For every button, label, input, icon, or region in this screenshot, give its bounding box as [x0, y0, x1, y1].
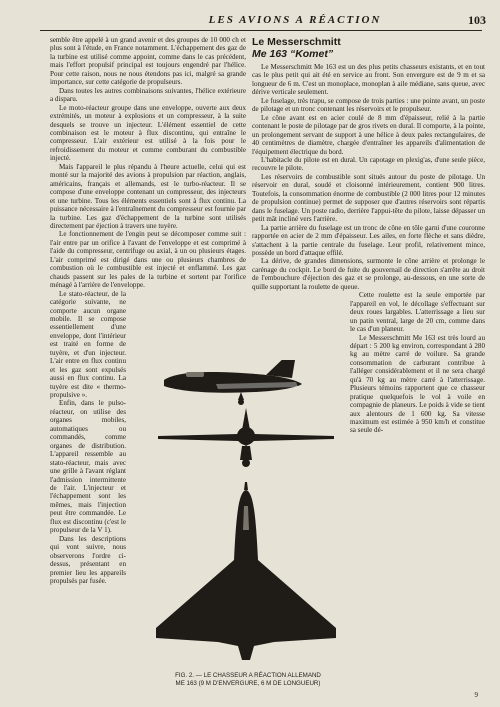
- side-view-drawing: [164, 360, 302, 405]
- paragraph: Le moto-réacteur groupe dans une enveloppe, ouverte aux deux extrémités, un moteur à explosions et un compresseur, à la suite desquels se trouve un injecteur. L'élément essentiel de cette combinaison est le moteur à flux discontinu, qui entraîne le compresseur. L'air extérieur est utilisé à la fois pour le refroidissement du moteur et comme comburant du combustible injecté.: [50, 103, 246, 163]
- narrow-text-block: [350, 291, 485, 435]
- paragraph: Le stato-réacteur, de la catégorie suivante, ne comporte aucun organe mobile. Il se compose essentiellement d'une enveloppe, dont l'intérieur est traité en forme de tuyère, et d'un injecteur. L'air entre en flux continu et les gaz sont expulsés aussi en flux continu. La tuyère est dite « thermo-propulsive ».: [50, 289, 126, 400]
- paragraph: La partie arrière du fuselage est un tronc de cône en tôle garni d'une couronne rapportée en acier de 2 mm d'épaisseur. Les ailes, en forte flèche et sans dièdre, s'attachent à la partie centrale du fuselage. Leur profil, relativement mince, possède un bord d'attaque effilé.: [252, 223, 485, 257]
- paragraph: L'habitacle du pilote est en dural. Un capotage en plexig'as, d'une seule pièce, recouvre le pilote.: [252, 155, 485, 173]
- header-rule: [40, 30, 482, 31]
- aircraft-figure: [146, 360, 346, 665]
- figure-caption: [148, 672, 348, 687]
- heading-line-2: Me 163 “Komet”: [252, 48, 334, 60]
- front-view-drawing: [158, 408, 334, 467]
- paragraph: semble être appelé à un grand avenir et des groupes de 10 000 ch et plus sont à l'étude, en France notamment. L'échappement des gaz de la turbine est utilisé comme appoint, comme dans le cas précédent, mais l'effort propulsif principal est toujours engendré par l'hélice. Pour cette raison, nous ne nous étendons pas ici, malgré sa grande importance, sur cette catégorie de propulseurs.: [50, 36, 246, 87]
- paragraph: Cette roulette est la seule emportée par l'appareil en vol, le décollage s'effectuant sur deux roues largables. L'atterrissage a lieu sur un patin ventral, large de 20 cm, comme dans le cas d'un planeur.: [350, 291, 485, 334]
- paragraph: Enfin, dans le pulso-réacteur, on utilise des organes mobiles, automatiques ou commandés, comme organes de distribution. L'appareil ressemble au stato-réacteur, mais avec une grille à l'avant réglant l'admission intermittente de l'air. L'injecteur et l'échappement sont les mêmes, mais l'injection peut être commandée. Le flux est discontinu (c'est le propulseur de la V 1).: [50, 399, 126, 535]
- paragraph: Le Messerschmitt Me 163 est très lourd au départ : 5 200 kg environ, correspondant à 280 kg au mètre carré de voilure. Sa grande consommation de carburant contribue à l'alléger considérablement et il ne sera chargé qu'à 70 kg au mètre carré à l'atterrissage. Plusieurs témoins rapportent que ce chasseur pratique quelquefois le vol à voile en compagnie de planeurs. Le poids à vide se tient aux alentours de 1 600 kg. Sa vitesse maximum est estimée à 950 km/h et constitue sa seule dé-: [350, 333, 485, 435]
- article-heading: [252, 36, 485, 60]
- paragraph: La dérive, de grandes dimensions, surmonte le cône arrière et prolonge le carénage du cockpit. Le bord de fuite du gouvernail de direction s'arrête au droit de l'embouchure d'éjection des gaz et se prolonge, au-dessous, en une sorte de quille supportant la roulette de queue.: [252, 257, 485, 291]
- paragraph: Le Messerschmitt Me 163 est un des plus petits chasseurs existants, et en tout cas le plus petit qui ait été en service au front. Son envergure est de 9 m et sa longueur de 6 m. C'est un monoplace, monoplan à aile médiane, sans queue, avec dérive verticale seulement.: [252, 63, 485, 97]
- caption-line-1: FIG. 2. — LE CHASSEUR A RÉACTION ALLEMAND: [175, 672, 321, 679]
- paragraph: Dans les descriptions qui vont suivre, nous observerons l'ordre ci-dessus, présentant en premier lieu les appareils propulsés par fusée.: [50, 534, 126, 585]
- caption-line-2: ME 163 (9 M D'ENVERGURE, 6 M DE LONGUEUR): [175, 679, 321, 687]
- paragraph: Le fuselage, très trapu, se compose de trois parties : une pointe avant, un poste de pilotage et un tronc contenant les réservoirs et le propulseur.: [252, 96, 485, 114]
- narrow-text-block: [50, 290, 126, 586]
- page-number: 103: [468, 13, 486, 27]
- page-signature-mark: 9: [474, 691, 478, 699]
- heading-line-1: Le Messerschmitt: [252, 36, 341, 48]
- paragraph: Dans toutes les autres combinaisons suivantes, l'hélice extérieure a disparu.: [50, 86, 246, 104]
- running-title: LES AVIONS A RÉACTION: [208, 14, 382, 26]
- paragraph: Les réservoirs de combustible sont situés autour du poste de pilotage. Un réservoir en dural, soudé et cloisonné intérieurement, contient 900 litres. Toutefois, la consommation énorme de combustible (2 000 litres pour 12 minutes de propulsion continue) permet de supposer que d'autres réservoirs sont répartis dans le fuselage. Un poste radio, derrière l'appui-tête du pilote, laisse dépasser un petit mât incliné vers l'arrière.: [252, 172, 485, 224]
- paragraph: Le cône avant est en acier coulé de 8 mm d'épaisseur, relié à la partie contenant le poste de pilotage par de gros rivets en dural. Il comporte, à la pointe, un prolongement servant de support à une hélice à deux pales rectangulaires, de 40 centimètres de diamètre, chargée d'entraîner les appareils d'alimentation de l'équipement électrique du bord.: [252, 113, 485, 156]
- paragraph: Le fonctionnement de l'engin peut se décomposer comme suit : l'air entre par un orifice à l'avant de l'enveloppe et est comprimé à l'aide du compresseur, centrifuge ou axial, à un ou plusieurs étages. L'air comprimé est dirigé dans une ou plusieurs chambres de combustion où le combustible est injecté et enflammé. Les gaz chauds passent sur les pales de la turbine et sortent par l'orifice ménagé à l'arrière de l'enveloppe.: [50, 230, 246, 290]
- running-header: [0, 8, 500, 32]
- paragraph: Mais l'appareil le plus répandu à l'heure actuelle, celui qui est monté sur la majorité des avions à propulsion par réaction, anglais, américains, français et allemands, est le turbo-réacteur. Il se compose d'une enveloppe contenant un compresseur, des injecteurs et une turbine. Tous les éléments essentiels sont à flux continu. La puissance nécessaire à l'entraînement du compresseur est fournie par la turbine. Les gaz d'échappement de la turbine sont utilisés directement par éjection à travers une tuyère.: [50, 162, 246, 230]
- plan-view-drawing: [156, 482, 336, 660]
